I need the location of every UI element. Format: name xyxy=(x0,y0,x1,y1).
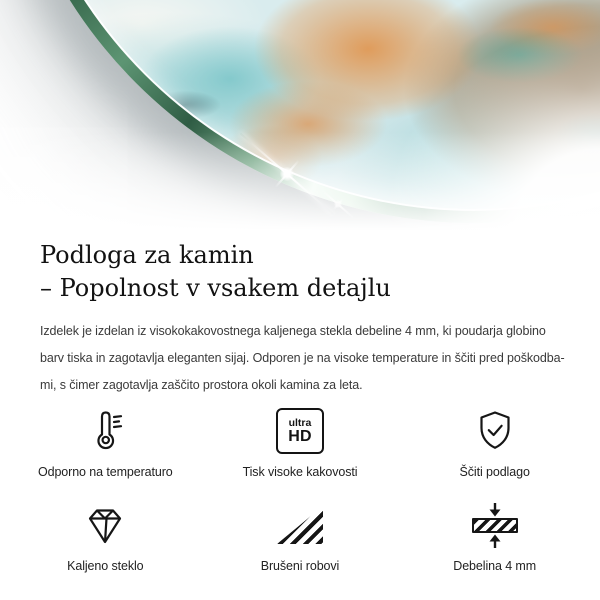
polished-edges-icon xyxy=(277,501,323,549)
product-image xyxy=(0,0,600,240)
feature-label: Tisk visoke kakovosti xyxy=(242,465,358,479)
thickness-icon xyxy=(472,501,518,549)
feature-label: Odporno na temperaturo xyxy=(37,465,173,479)
title-line-2: – Popolnost v vsakem detajlu xyxy=(40,274,391,302)
feature-label: Ščiti podlago xyxy=(459,465,530,479)
feature-polished-edges xyxy=(203,501,398,573)
title-line-1: Podloga za kamin xyxy=(40,241,254,269)
page-title xyxy=(40,239,560,305)
feature-label: Brušeni robovi xyxy=(260,559,340,573)
description-line-3: mi, s čimer zagotavlja zaščito prostora okoli kamina za leta. xyxy=(40,378,363,392)
feature-print-quality xyxy=(203,407,398,479)
feature-tempered-glass xyxy=(8,501,203,573)
thermometer-icon xyxy=(81,407,129,455)
feature-grid xyxy=(0,407,600,573)
feature-thickness xyxy=(397,501,592,573)
diamond-icon xyxy=(81,501,129,549)
feature-protection xyxy=(397,407,592,479)
ultra-hd-icon: ultra HD xyxy=(276,407,324,455)
feature-label: Kaljeno steklo xyxy=(67,559,144,573)
feature-temperature xyxy=(8,407,203,479)
description-line-2: barv tiska in zagotavlja eleganten sijaj. Odporen je na visoke temperature in ščiti pred poškodba- xyxy=(40,351,565,365)
product-description xyxy=(40,318,565,399)
content-section xyxy=(0,239,600,399)
description-line-1: Izdelek je izdelan iz visokokakovostnega kaljenega stekla debeline 4 mm, ki poudarja globino xyxy=(40,324,546,338)
shield-check-icon xyxy=(471,407,519,455)
feature-label: Debelina 4 mm xyxy=(453,559,537,573)
